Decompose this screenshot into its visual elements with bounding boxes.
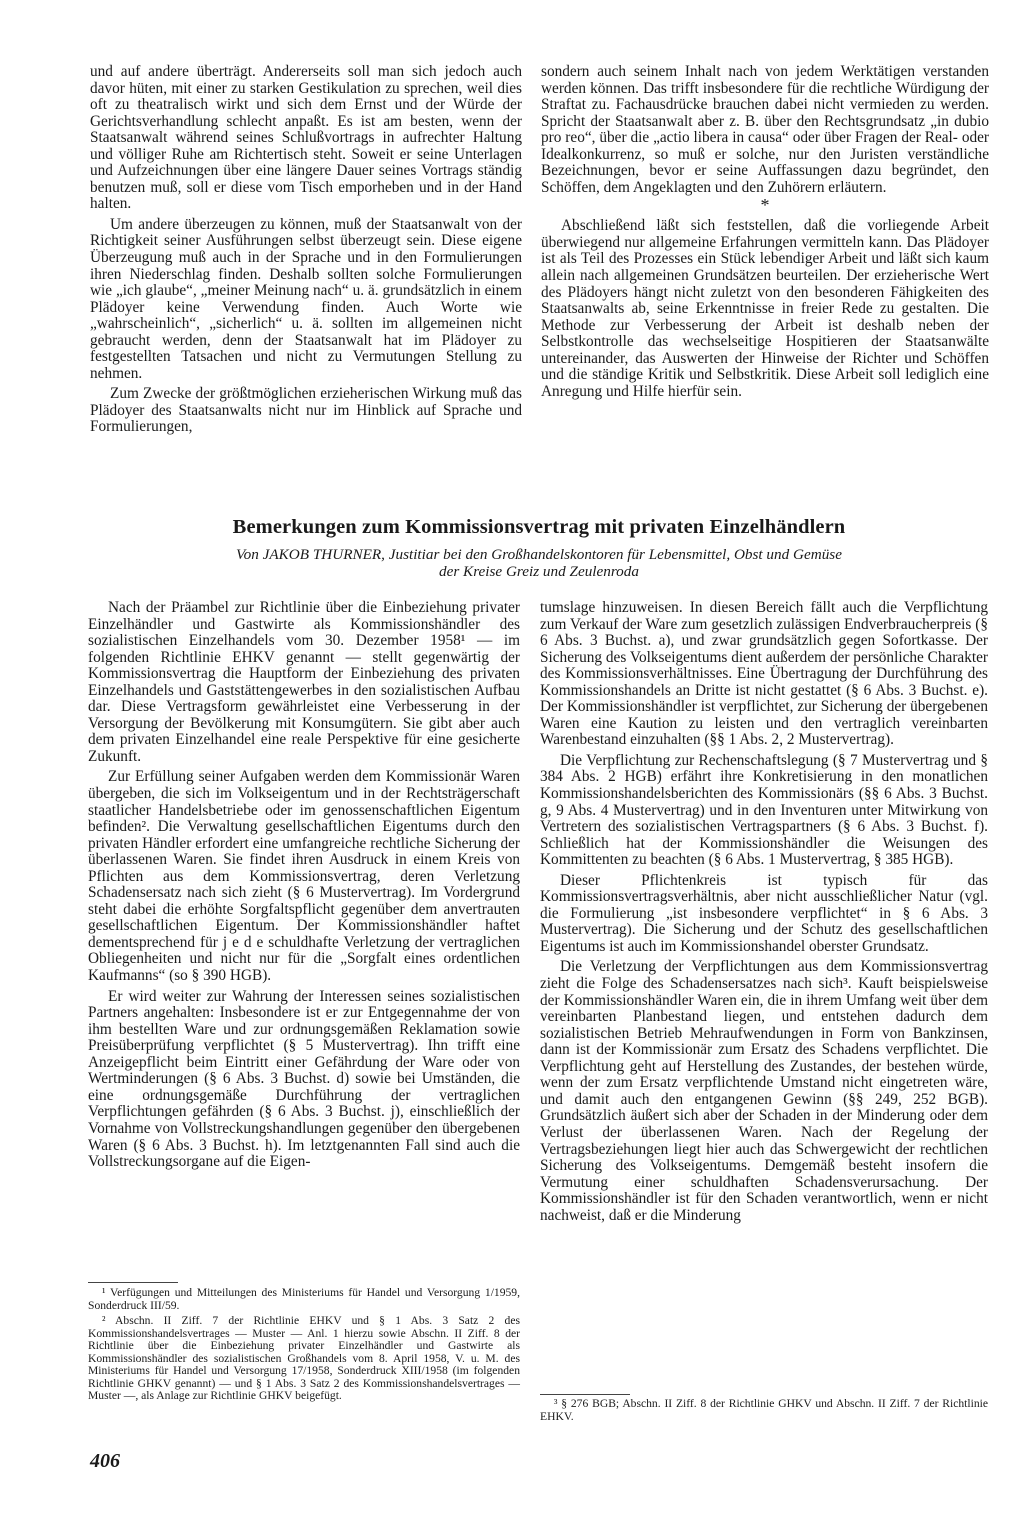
paragraph: Um andere überzeugen zu können, muß der Staatsanwalt von der Richtigkeit seiner Ausführungen selbst überzeugt sein. Diese eigene Überzeugung muß auch in der Sprache und in den Formulierungen ihren Niederschlag finden. Deshalb sollten solche Formulierungen wie „ich glaube“, „meiner Meinung nach“ u. ä. grundsätzlich in einem Plädoyer keine Verwendung finden. Auch Worte wie „wahrscheinlich“, „sicherlich“ u. ä. sollten im allgemeinen nicht gebraucht werden, denn der Staatsanwalt hat im Plädoyer zu festgestellten Tatsachen und nicht zu Vermutungen Stellung zu nehmen. (90, 215, 522, 382)
article-right-column (540, 600, 988, 1224)
footnote: ³ § 276 BGB; Abschn. II Ziff. 8 der Richtlinie GHKV und Abschn. II Ziff. 7 der Richtlinie EHKV. (540, 1397, 988, 1423)
byline-line: der Kreise Greiz und Zeulenroda (439, 563, 639, 580)
article-left-column (88, 600, 520, 1171)
paragraph: sondern auch seinem Inhalt nach von jedem Werktätigen verstanden werden können. Das trifft insbesondere für die rechtliche Würdigung der Straftat zu. Fachausdrücke brauchen dabei nicht vermieden zu werden. Spricht der Staatsanwalt aber z. B. über den Rechtsgrundsatz „in dubio pro reo“, über die „actio libera in causa“ oder über Fragen der Real- oder Idealkonkurrenz, so muß er solche, nur den Juristen verständliche Bezeichnungen, bevor er seine Auffassungen dazu begründet, den Schöffen, dem Angeklagten und den Zuhörern erläutern. (541, 63, 989, 196)
page-number: 406 (90, 1450, 120, 1472)
paragraph: Er wird weiter zur Wahrung der Interessen seines sozialistischen Partners angehalten: Insbesondere ist er zur Entgegennahme der von ihm bestellten Ware und zur ordnungsgemäßen Reklamation sowie Preisüberprüfung verpflichtet (§ 5 Mustervertrag). Ihn trifft eine Anzeigepflicht beim Eintritt einer Gefährdung der Ware oder von Wertminderungen (§ 6 Abs. 3 Buchst. d) sowie bei Umständen, die eine ordnungsgemäße Durchführung der vertraglichen Verpflichtungen gefährden (§ 6 Abs. 3 Buchst. j), einschließlich der Vornahme von Vollstreckungshandlungen gegenüber den übergebenen Waren (§ 6 Abs. 3 Buchst. h). Im letztgenannten Fall sind auch die Vollstreckungsorgane auf die Eigen- (88, 987, 520, 1171)
paragraph: Abschließend läßt sich feststellen, daß die vorliegende Arbeit überwiegend nur allgemeine Erfahrungen vermitteln kann. Das Plädoyer ist als Teil des Prozesses ein Stück lebendiger Arbeit und läßt sich kaum allein nach allgemeinen Grundsätzen beurteilen. Der erzieherische Wert des Plädoyers hängt nicht zuletzt von den besonderen Fähigkeiten des Staatsanwalts ab, seine Erkenntnisse in freier Rede zu gestalten. Die Methode zur Verbesserung der Arbeit ist deshalb neben der Selbstkontrolle das wechselseitige Hospitieren der Staatsanwälte untereinander, das Auswerten der Hinweise der Richter und Schöffen und die ständige Kritik und Selbstkritik. Diese Arbeit soll lediglich eine Anregung und Hilfe hierfür sein. (541, 217, 989, 400)
paragraph: Nach der Präambel zur Richtlinie über die Einbeziehung privater Einzelhändler und Gastwirte als Kommissionshändler des sozialistischen Einzelhandels vom 30. Dezember 1958¹ — im folgenden Richtlinie EHKV genannt — stellt gegenwärtig der Kommissionsvertrag die Hauptform der Einbeziehung des privaten Einzelhandels und Gaststättengewerbes in den sozialistischen Aufbau dar. Diese Vertragsform gewährleistet eine Verbesserung in der Versorgung der Bevölkerung mit Konsumgütern. Sie gibt aber auch dem privaten Einzelhandel eine reale Perspektive für eine gesicherte Zukunft. (88, 599, 520, 765)
previous-article-right-column (541, 64, 989, 400)
section-separator: * (760, 195, 770, 216)
footnote: ² Abschn. II Ziff. 7 der Richtlinie EHKV und § 1 Abs. 3 Satz 2 des Kommissionshandelsvertrages — Muster — Anl. 1 hierzu sowie Abschn. II Ziff. 8 der Richtlinie über die Einbeziehung privater Einzelhändler und Gastwirte als Kommissionshändler des sozialistischen Großhandels vom 8. April 1958, V. u. M. des Ministeriums für Handel und Versorgung 17/1958, Sonderdruck XIII/1958 (im folgenden Richtlinie GHKV genannt) — und § 1 Abs. 3 Satz 2 des Kommissionshandelsvertrages — Muster —, als Anlage zur Richtlinie GHKV beigefügt. (88, 1314, 520, 1402)
paragraph: Die Verletzung der Verpflichtungen aus dem Kommissionsvertrag zieht die Folge des Schadensersatzes nach sich³. Kauft beispielsweise der Kommissionshändler Waren ein, die in ihrem Umfang weit über dem vereinbarten Planbestand liegen, und entstehen dadurch dem sozialistischen Betrieb Mehraufwendungen in Form von Bankzinsen, dann ist der Kommissionär zum Ersatz des Schadens verpflichtet. Die Verpflichtung geht auf Herstellung des Zustandes, der bestehen würde, wenn der zum Ersatz verpflichtende Umstand nicht eingetreten wäre, und damit auch den entgangenen Gewinn (§§ 249, 252 BGB). Grundsätzlich äußert sich aber der Schaden in der Minderung oder dem Verlust der überlassenen Waren. Nach der Regelung der Vertragsbeziehungen liegt hier auch das Schwergewicht der rechtlichen Sicherung des Volkseigentums. Demgemäß besteht insofern die Vermutung einer schuldhaften Schadensverursachung. Der Kommissionshändler ist für den Schaden verantwortlich, wenn er nicht nachweist, daß er die Minderung (540, 958, 988, 1224)
paragraph: Dieser Pflichtenkreis ist typisch für das Kommissionsvertragsverhältnis, aber nicht ausschließlicher Natur (vgl. die Formulierung „ist insbesondere verpflichtet“ in § 6 Abs. 3 Mustervertrag). Die Sicherung und der Schutz des gesellschaftlichen Eigentums ist auch im Kommissionshandel oberster Grundsatz. (540, 871, 988, 955)
paragraph: Zum Zwecke der größtmöglichen erzieherischen Wirkung muß das Plädoyer des Staatsanwalts nicht nur im Hinblick auf Sprache und Formulierungen, (90, 385, 522, 436)
article-byline (90, 546, 988, 580)
paragraph: und auf andere überträgt. Andererseits soll man sich jedoch auch davor hüten, mit einer zu starken Gestikulation zu sprechen, weil dies oft zu theatralisch wirkt und sich dem Ernst und der Würde der Gerichtsverhandlung schlecht anpaßt. Es ist am besten, wenn der Staatsanwalt während seines Schlußvortrags in aufrechter Haltung und völliger Ruhe am Richtertisch steht. Soweit er seine Unterlagen und Aufzeichnungen über eine längere Dauer seines Vortrags ständig benutzen muß, soll er diese vom Tisch emporheben und in der Hand halten. (90, 63, 522, 213)
byline-line: Von JAKOB THURNER, Justitiar bei den Großhandelskontoren für Lebensmittel, Obst und Gemüse (236, 546, 842, 563)
article-title: Bemerkungen zum Kommissionsvertrag mit privaten Einzelhändlern (232, 516, 846, 538)
footnote-divider (88, 1282, 178, 1283)
paragraph: Die Verpflichtung zur Rechenschaftslegung (§ 7 Mustervertrag und § 384 Abs. 2 HGB) erfährt ihre Konkretisierung in den monatlichen Kommissionshandelsberichten des Kommissionärs (§§ 6 Abs. 3 Buchst. g, 9 Abs. 4 Mustervertrag) und in den Inventuren unter Mitwirkung von Vertretern des sozialistischen Vertragspartners (§ 6 Abs. 3 Buchst. f). Schließlich hat der Kommissionshändler die Weisungen des Kommittenten zu beachten (§ 6 Abs. 1 Mustervertrag, § 385 HGB). (540, 751, 988, 869)
footnotes-right (540, 1398, 988, 1426)
footnote: ¹ Verfügungen und Mitteilungen des Ministeriums für Handel und Versorgung 1/1959, Sonderdruck III/59. (88, 1286, 520, 1312)
footnotes-left (88, 1287, 520, 1406)
paragraph: tumslage hinzuweisen. In diesen Bereich fällt auch die Verpflichtung zum Verkauf der Ware zum gesetzlich zulässigen Endverbraucherpreis (§ 6 Abs. 3 Buchst. a), und zwar grundsätzlich gegen Sofortkasse. Der Sicherung des Volkseigentums dient außerdem der persönliche Charakter des Kommissionsverhältnisses. Eine Übertragung der Durchführung des Kommissionshandels an Dritte ist nicht gestattet (§ 6 Abs. 3 Buchst. e). Der Kommissionshändler ist verpflichtet, zur Sicherung der übergebenen Waren eine Kaution zu leisten und den vertraglich vereinbarten Warenbestand einzuhalten (§§ 1 Abs. 2, 2 Mustervertrag). (540, 599, 988, 749)
paragraph: Zur Erfüllung seiner Aufgaben werden dem Kommissionär Waren übergeben, die sich im Volkseigentum und in der Rechtsträgerschaft staatlicher Handelsbetriebe oder im genossenschaftlichen Eigentum befinden². Die Verwaltung gesellschaftlichen Eigentums durch den privaten Händler erfordert eine umfangreiche rechtliche Sicherung der überlassenen Waren. Sie findet ihren Ausdruck in einem Kreis von Pflichten aus dem Kommissionsvertrag, deren Verletzung Schadensersatz nach sich zieht (§ 6 Mustervertrag). Im Vordergrund steht dabei die erhöhte Sorgfaltspflicht gegenüber dem anvertrauten gesellschaftlichen Eigentum. Der Kommissionshändler haftet dementsprechend für j e d e schuldhafte Verletzung der vertraglichen Obliegenheiten und nicht nur für die „Sorgfalt eines ordentlichen Kaufmanns“ (so § 390 HGB). (88, 768, 520, 985)
previous-article-left-column (90, 64, 522, 436)
footnote-divider (540, 1394, 630, 1395)
